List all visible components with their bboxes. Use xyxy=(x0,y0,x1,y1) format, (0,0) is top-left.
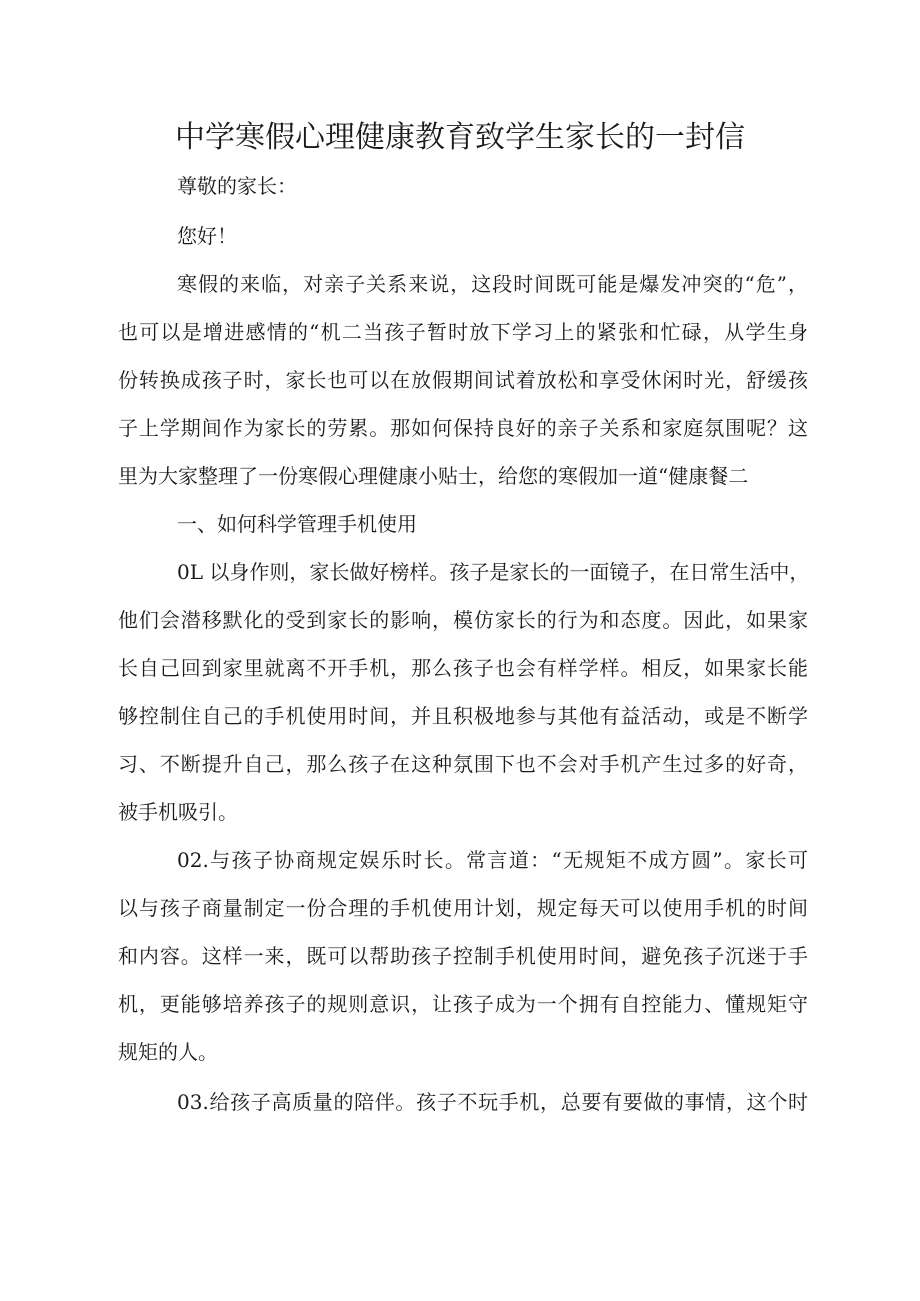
intro-line: 也可以是增进感情的“机二当孩子暂时放下学习上的紧张和忙碌，从学生身 xyxy=(118,320,808,344)
point2-line: 02.与孩子协商规定娱乐时长。常言道：“无规矩不成方圆”。家长可 xyxy=(177,848,808,872)
point1-line: 0L 以身作则，家长做好榜样。孩子是家长的一面镜子，在日常生活中， xyxy=(177,560,810,584)
intro-line: 里为大家整理了一份寒假心理健康小贴士，给您的寒假加一道“健康餐二 xyxy=(118,464,749,488)
section-heading: 一、如何科学管理手机使用 xyxy=(177,512,417,536)
point1-line: 他们会潜移默化的受到家长的影响，模仿家长的行为和态度。因此，如果家 xyxy=(118,608,808,632)
point1-line: 被手机吸引。 xyxy=(118,800,238,824)
point1-line: 长自己回到家里就离不开手机，那么孩子也会有样学样。相反，如果家长能 xyxy=(118,656,808,680)
intro-line: 份转换成孩子时，家长也可以在放假期间试着放松和享受休闲时光，舒缓孩 xyxy=(118,368,808,392)
point2-line: 以与孩子商量制定一份合理的手机使用计划，规定每天可以使用手机的时间 xyxy=(118,896,808,920)
salutation: 尊敬的家长： xyxy=(177,174,297,198)
point2-line: 规矩的人。 xyxy=(118,1040,218,1064)
intro-line: 子上学期间作为家长的劳累。那如何保持良好的亲子关系和家庭氛围呢？这 xyxy=(118,416,808,440)
point1-line: 习、不断提升自己，那么孩子在这种氛围下也不会对手机产生过多的好奇， xyxy=(118,752,808,776)
greeting: 您好！ xyxy=(177,224,237,248)
point3-line: 03.给孩子高质量的陪伴。孩子不玩手机，总要有要做的事情，这个时 xyxy=(177,1090,808,1114)
point2-line: 和内容。这样一来，既可以帮助孩子控制手机使用时间，避免孩子沉迷于手 xyxy=(118,944,808,968)
document-title: 中学寒假心理健康教育致学生家长的一封信 xyxy=(175,120,745,155)
point1-line: 够控制住自己的手机使用时间，并且积极地参与其他有益活动，或是不断学 xyxy=(118,704,808,728)
intro-line: 寒假的来临，对亲子关系来说，这段时间既可能是爆发冲突的“危”， xyxy=(177,272,808,296)
point2-line: 机，更能够培养孩子的规则意识，让孩子成为一个拥有自控能力、懂规矩守 xyxy=(118,992,808,1016)
